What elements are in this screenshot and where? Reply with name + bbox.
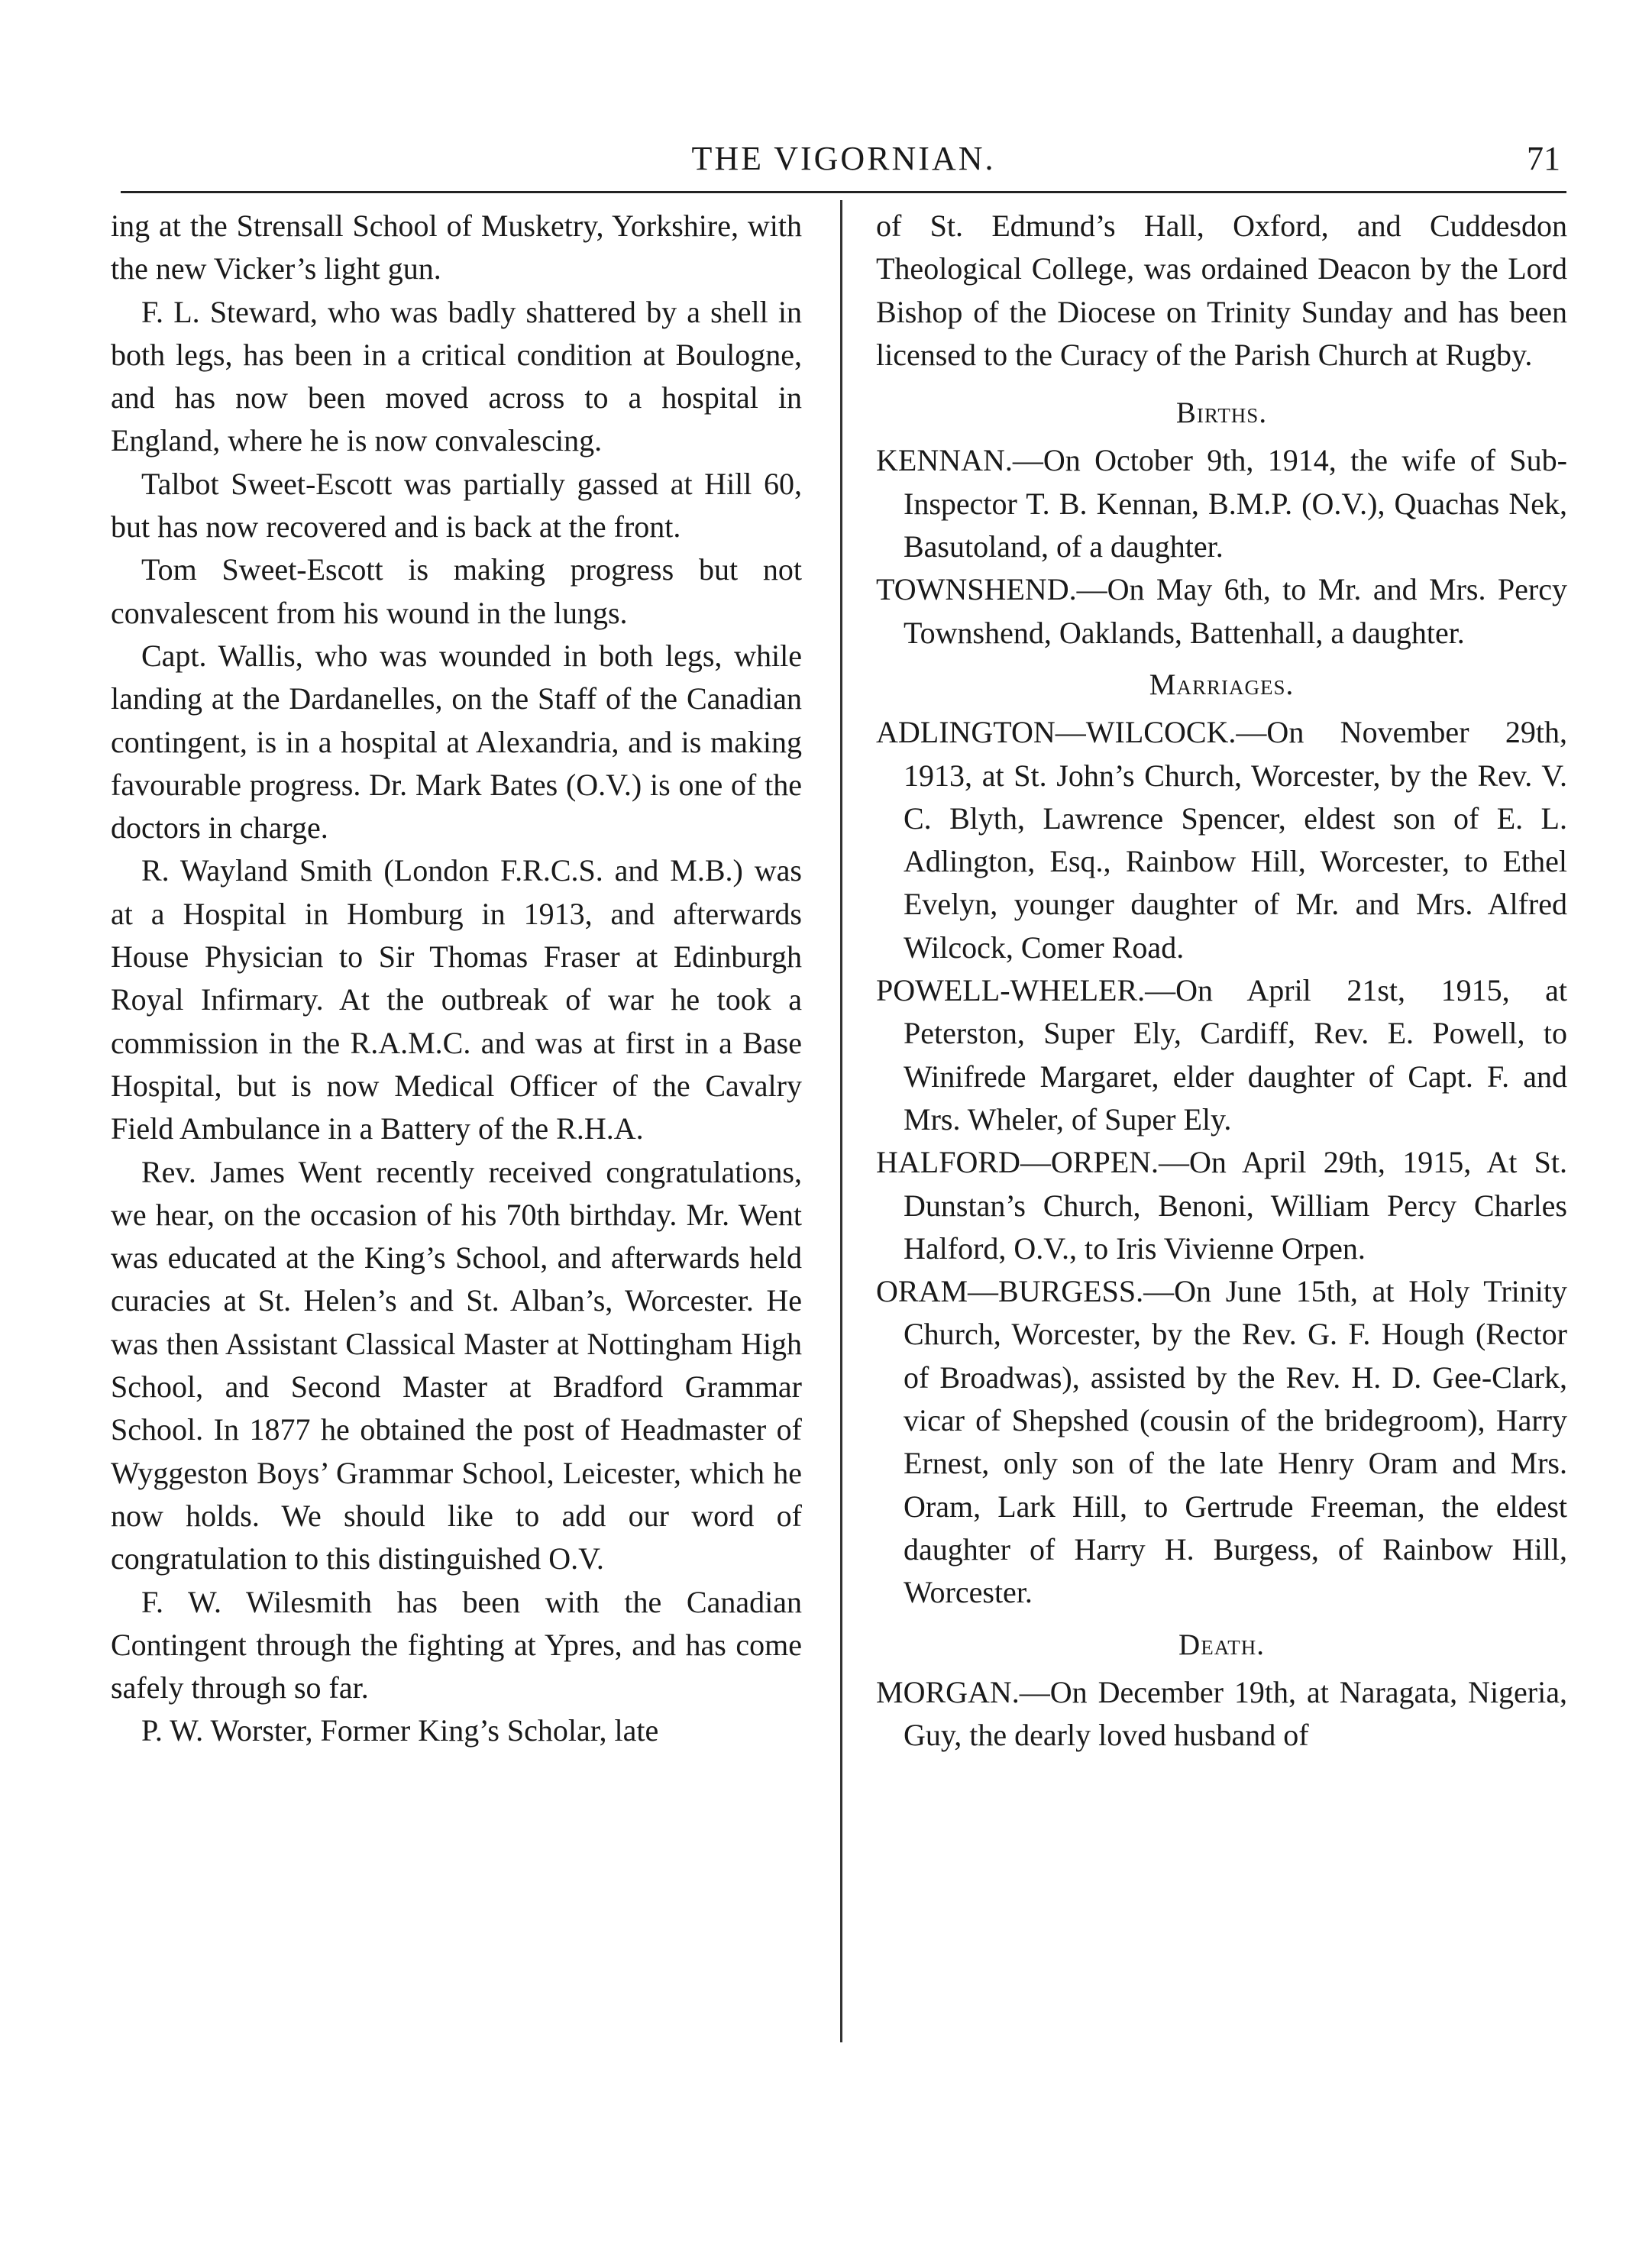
- birth-entry-townshend: TOWNSHEND.—On May 6th, to Mr. and Mrs. Percy Townshend, Oaklands, Battenhall, a daughter.: [876, 572, 1567, 650]
- birth-entry-kennan: KENNAN.—On October 9th, 1914, the wife of Sub-Inspector T. B. Kennan, B.M.P. (O.V.), Quachas Nek, Basutoland, of a daughter.: [876, 443, 1567, 564]
- death-entry-morgan: MORGAN.—On December 19th, at Naragata, Nigeria, Guy, the dearly loved husband of: [876, 1674, 1567, 1753]
- page-number: 71: [1527, 140, 1560, 177]
- paragraph-talbot-sweet-escott: Talbot Sweet-Escott was partially gassed at Hill 60, but has now recovered and is back at the front.: [111, 466, 802, 545]
- paragraph-continuation: ing at the Strensall School of Musketry, Yorkshire, with the new Vicker’s light gun.: [111, 209, 802, 286]
- paragraph-tom-sweet-escott: Tom Sweet-Escott is making progress but not convalescent from his wound in the lungs.: [111, 552, 802, 630]
- marriage-entry-oram-burgess: ORAM—BURGESS.—On June 15th, at Holy Trinity Church, Worcester, by the Rev. G. F. Hough (Rector of Broadwas), assisted by the Rev. H. D. Gee-Clark, vicar of Shepshed (cousin of the bridegroom), Harry Ernest, only son of the late Henry Oram and Mrs. Oram, Lark Hill, to Gertrude Freeman, the eldest daughter of Harry H. Burgess, of Rainbow Hill, Worcester.: [876, 1274, 1567, 1610]
- marriage-entry-halford-orpen: HALFORD—ORPEN.—On April 29th, 1915, At St. Dunstan’s Church, Benoni, William Percy Charles Halford, O.V., to Iris Vivienne Orpen.: [876, 1145, 1567, 1266]
- death-heading: Death.: [1178, 1628, 1265, 1661]
- publication-title: THE VIGORNIAN.: [691, 140, 996, 177]
- paragraph-wallis: Capt. Wallis, who was wounded in both legs, while landing at the Dardanelles, on the Staff of the Canadian contingent, is in a hospital at Alexandria, and is making favourable progress. Dr. Mark Bates (O.V.) is one of the doctors in charge.: [111, 638, 802, 846]
- marriages-heading: Marriages.: [1149, 668, 1295, 701]
- right-column: [876, 205, 1567, 1757]
- running-head: [121, 136, 1566, 193]
- paragraph-steward: F. L. Steward, who was badly shattered by a shell in both legs, has been in a critical condition at Boulogne, and has now been moved across to a hospital in England, where he is now convalescing.: [111, 294, 802, 458]
- paragraph-went: Rev. James Went recently received congratulations, we hear, on the occasion of his 70th birthday. Mr. Went was educated at the King’s School, and afterwards held curacies at St. Helen’s and St. Alban’s, Worcester. He was then Assistant Classical Master at Nottingham High School, and Second Master at Bradford Grammar School. In 1877 he obtained the post of Headmaster of Wyggeston Boys’ Grammar School, Leicester, which he now holds. We should like to add our word of congratulation to this distinguished O.V.: [111, 1154, 802, 1576]
- marriage-entry-powell-wheler: POWELL-WHELER.—On April 21st, 1915, at Peterston, Super Ely, Cardiff, Rev. E. Powell, to Winifrede Margaret, elder daughter of Capt. F. and Mrs. Wheler, of Super Ely.: [876, 973, 1567, 1137]
- left-column: [111, 205, 802, 1753]
- paragraph-worster-continued: of St. Edmund’s Hall, Oxford, and Cuddesdon Theological College, was ordained Deacon by the Lord Bishop of the Diocese on Trinity Sunday and has been licensed to the Curacy of the Parish Church at Rugby.: [876, 209, 1567, 372]
- marriage-entry-adlington-wilcock: ADLINGTON—WILCOCK.—On November 29th, 1913, at St. John’s Church, Worcester, by the Rev. V. C. Blyth, Lawrence Spencer, eldest son of E. L. Adlington, Esq., Rainbow Hill, Worcester, to Ethel Evelyn, younger daughter of Mr. and Mrs. Alfred Wilcock, Comer Road.: [876, 715, 1567, 965]
- births-heading: Births.: [1175, 396, 1268, 430]
- column-divider: [840, 200, 842, 2042]
- paragraph-wilesmith: F. W. Wilesmith has been with the Canadian Contingent through the fighting at Ypres, and has come safely through so far.: [111, 1584, 802, 1706]
- paragraph-worster: P. W. Worster, Former King’s Scholar, late: [141, 1713, 659, 1748]
- paragraph-wayland-smith: R. Wayland Smith (London F.R.C.S. and M.B.) was at a Hospital in Homburg in 1913, and afterwards House Physician to Sir Thomas Fraser at Edinburgh Royal Infirmary. At the outbreak of war he took a commission in the R.A.M.C. and was at first in a Base Hospital, but is now Medical Officer of the Cavalry Field Ambulance in a Battery of the R.H.A.: [111, 853, 802, 1146]
